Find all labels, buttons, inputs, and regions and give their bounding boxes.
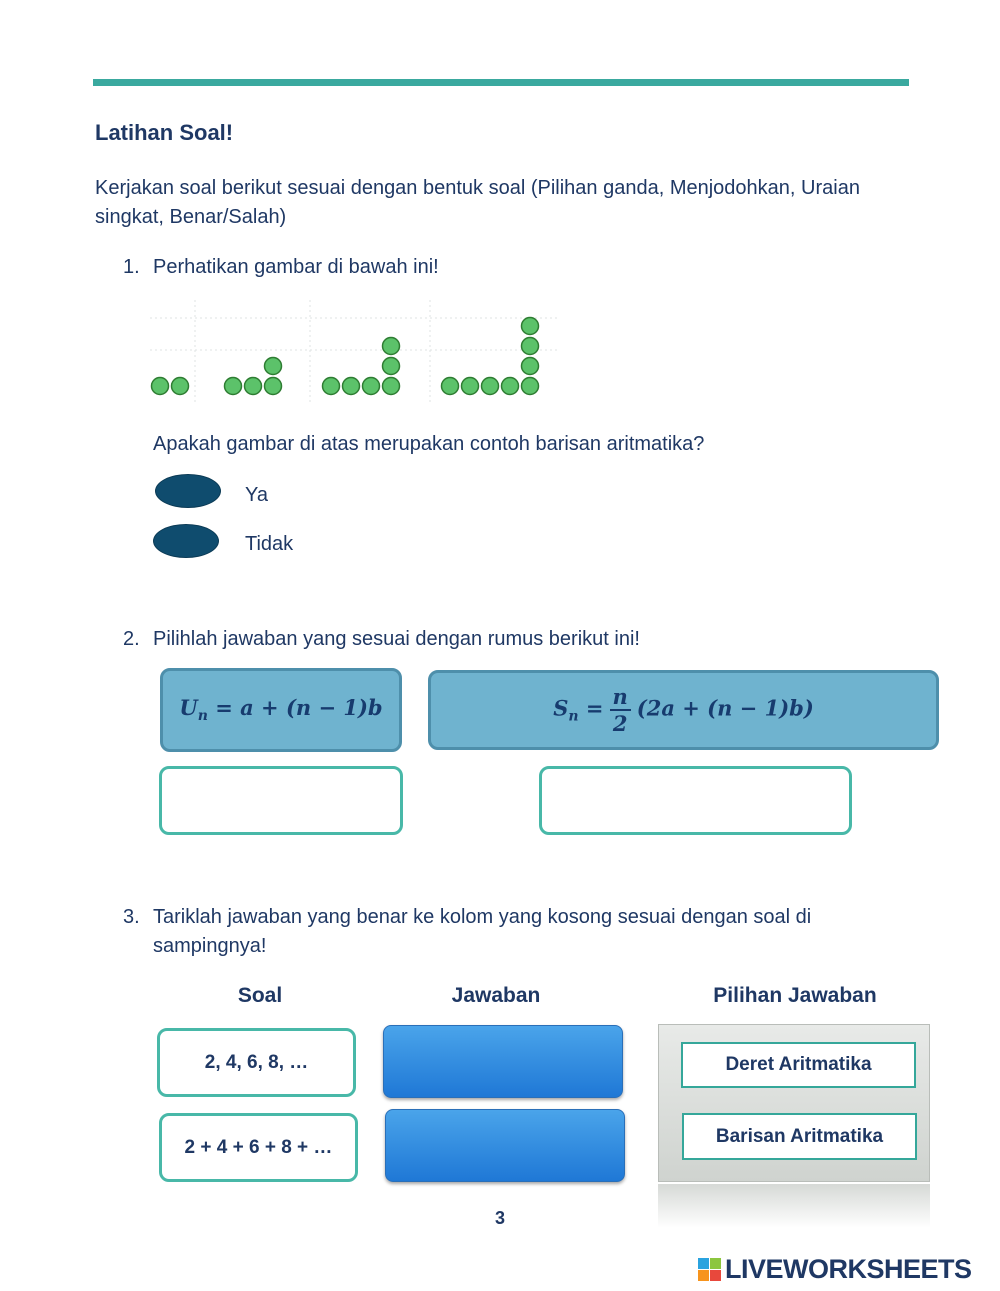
q3-text-line1: Tariklah jawaban yang benar ke kolom yang kosong sesuai dengan soal di <box>153 906 812 928</box>
pilihan-deret-aritmatika[interactable]: Deret Aritmatika <box>681 1042 916 1088</box>
q2-number: 2. <box>123 628 140 650</box>
option-tidak-radio[interactable] <box>153 524 219 558</box>
dot <box>383 378 400 395</box>
dot-group-2 <box>225 358 282 395</box>
dot <box>383 358 400 375</box>
formula-sn-answer-box[interactable] <box>539 766 852 835</box>
dot <box>522 378 539 395</box>
jawaban-drop-zone-2[interactable] <box>385 1109 625 1182</box>
dot <box>383 338 400 355</box>
dot-pattern-figure <box>150 300 560 405</box>
q1-text: Perhatikan gambar di bawah ini! <box>153 256 439 278</box>
soal-item-1: 2, 4, 6, 8, … <box>157 1028 356 1097</box>
column-heading-jawaban: Jawaban <box>451 984 541 1007</box>
soal-item-2: 2 + 4 + 6 + 8 + … <box>159 1113 358 1182</box>
dot <box>265 358 282 375</box>
dot <box>482 378 499 395</box>
pilihan-barisan-aritmatika[interactable]: Barisan Aritmatika <box>682 1113 917 1160</box>
brand-text: LIVEWORKSHEETS <box>725 1253 972 1284</box>
column-heading-soal: Soal <box>237 984 283 1007</box>
formula-sn: $S_n$ = $\frac{n}{2}$ (2a + (n − 1)b) <box>553 684 814 736</box>
dot-groups <box>152 318 539 395</box>
q2-text: Pilihlah jawaban yang sesuai dengan rumus berikut ini! <box>153 628 640 650</box>
formula-un-box <box>160 668 402 752</box>
dot <box>323 378 340 395</box>
top-rule <box>93 79 909 86</box>
option-ya-label: Ya <box>245 484 268 506</box>
dot <box>522 338 539 355</box>
dot <box>522 358 539 375</box>
page-number: 3 <box>494 1208 505 1228</box>
dot <box>343 378 360 395</box>
dot <box>265 378 282 395</box>
page-title: Latihan Soal! <box>95 120 234 145</box>
dot-group-1 <box>152 378 189 395</box>
dot <box>522 318 539 335</box>
q1-number: 1. <box>123 256 140 278</box>
option-ya-radio[interactable] <box>155 474 221 508</box>
dot <box>152 378 169 395</box>
dot-group-3 <box>323 338 400 395</box>
column-heading-pilihan: Pilihan Jawaban <box>713 984 877 1007</box>
dot <box>502 378 519 395</box>
q1-question: Apakah gambar di atas merupakan contoh barisan aritmatika? <box>153 433 705 455</box>
dot <box>225 378 242 395</box>
jawaban-drop-zone-1[interactable] <box>383 1025 623 1098</box>
dot <box>172 378 189 395</box>
q3-number: 3. <box>123 906 140 928</box>
dot <box>442 378 459 395</box>
formula-sn-box <box>428 670 939 750</box>
instruction-text: Kerjakan soal berikut sesuai dengan bentuk soal (Pilihan ganda, Menjodohkan, Uraian singkat, Benar/Salah) <box>95 177 860 228</box>
q3-text-line2: sampingnya! <box>153 935 267 957</box>
dot-group-4 <box>442 318 539 395</box>
dot <box>462 378 479 395</box>
dot <box>363 378 380 395</box>
formula-un-answer-box[interactable] <box>159 766 403 835</box>
pilihan-panel-reflection <box>658 1184 930 1228</box>
liveworksheets-brand <box>698 1254 972 1284</box>
liveworksheets-logo-icon <box>698 1258 721 1281</box>
formula-un: $U_n = a + (n - 1)b$ <box>179 695 383 725</box>
option-tidak-label: Tidak <box>245 533 294 555</box>
dot <box>245 378 262 395</box>
